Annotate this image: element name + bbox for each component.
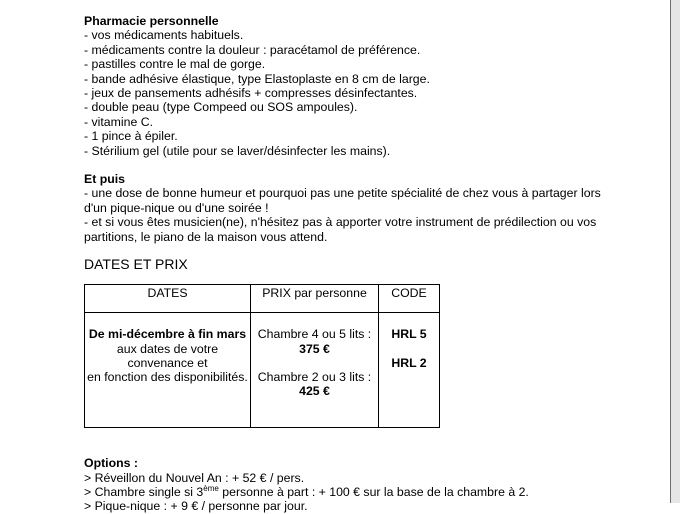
room-a-label: Chambre 4 ou 5 lits : [257, 327, 372, 342]
list-item: - vitamine C. [84, 114, 154, 129]
list-item: - vos médicaments habituels. [84, 28, 244, 43]
period-line: en fonction des disponibilités. [87, 370, 248, 385]
header-dates: DATES [85, 285, 251, 313]
option-reveillon: > Réveillon du Nouvel An : + 52 € / pers. [84, 470, 305, 485]
table-header-row [85, 285, 440, 313]
price-table [84, 284, 440, 428]
price-cell [251, 313, 379, 428]
et-puis-line: partitions, le piano de la maison vous attend. [84, 229, 328, 244]
dates-cell [85, 313, 251, 428]
page-frame-shadow [671, 0, 680, 503]
pharmacy-title: Pharmacie personnelle [84, 14, 219, 28]
period-bold: De mi-décembre à fin mars [88, 327, 247, 342]
list-item: - 1 pince à épiler. [84, 129, 178, 144]
period-line: convenance et [127, 355, 208, 370]
pharmacy-list [84, 28, 664, 158]
option-picnic: > Pique-nique : + 9 € / personne par jour. [84, 499, 308, 514]
et-puis-line: - et si vous êtes musicien(ne), n'hésitez pas à apporter votre instrument de prédilection ou vos [84, 215, 597, 230]
et-puis-line: d'un pique-nique ou d'une soirée ! [84, 200, 269, 215]
list-item: - médicaments contre la douleur : paracétamol de préférence. [84, 42, 421, 57]
list-item: - pastilles contre le mal de gorge. [84, 57, 266, 72]
option-single-suffix: personne à part : + 100 € sur la base de la chambre à 2. [218, 484, 529, 499]
header-prix: PRIX par personne [251, 285, 379, 313]
dates-prix-heading: DATES ET PRIX [84, 256, 188, 273]
option-single-sup: ème [203, 483, 219, 493]
options-title: Options : [84, 456, 138, 471]
room-a-price: 375 € [299, 341, 330, 356]
et-puis-line: - une dose de bonne humeur et pourquoi pas une petite spécialité de chez vous à partager lors [84, 186, 601, 201]
list-item: - Stérilium gel (utile pour se laver/désinfecter les mains). [84, 143, 391, 158]
list-item: - jeux de pansements adhésifs + compresses désinfectantes. [84, 86, 418, 101]
table-row [85, 313, 440, 428]
header-code: CODE [379, 285, 440, 313]
room-b-label: Chambre 2 ou 3 lits : [257, 369, 372, 384]
code-cell [379, 313, 440, 428]
options-section [84, 456, 664, 514]
code-a: HRL 5 [391, 327, 427, 342]
option-single [84, 485, 664, 499]
code-b: HRL 2 [391, 355, 427, 370]
et-puis-title: Et puis [84, 172, 125, 187]
room-b-price: 425 € [299, 384, 330, 399]
option-single-prefix: > Chambre single si 3 [84, 484, 204, 499]
list-item: - bande adhésive élastique, type Elastoplaste en 8 cm de large. [84, 71, 430, 86]
document-content [84, 14, 664, 514]
period-line: aux dates de votre [116, 341, 219, 356]
list-item: - double peau (type Compeed ou SOS ampoules). [84, 100, 358, 115]
